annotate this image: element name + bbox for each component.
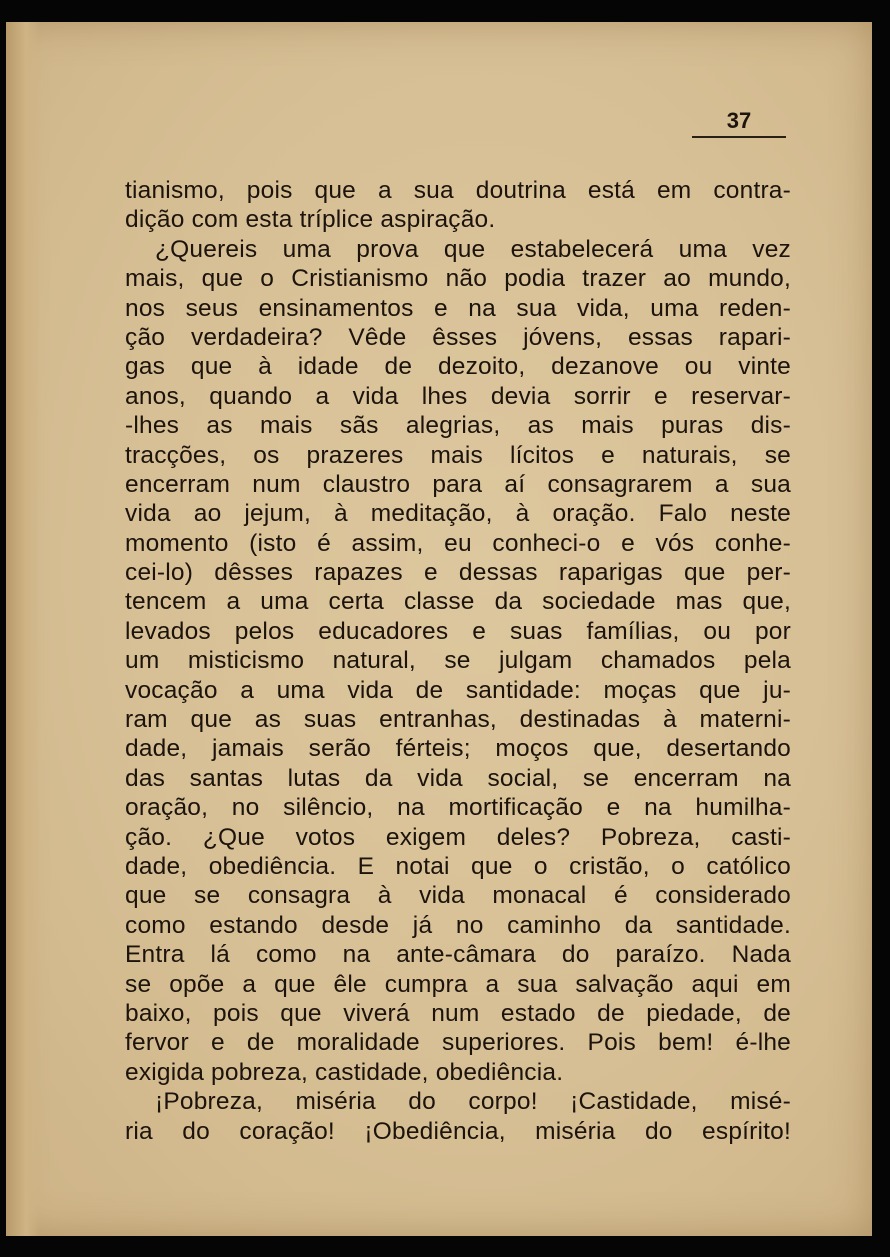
text-line: dade, obediência. E notai que o cristão, o católico	[125, 852, 791, 880]
text-line: anos, quando a vida lhes devia sorrir e reservar-	[125, 382, 791, 410]
text-line: que se consagra à vida monacal é considerado	[125, 882, 791, 910]
text-line: dade, jamais serão férteis; moços que, desertando	[125, 735, 791, 763]
page-number: 37	[692, 106, 786, 138]
book-page	[6, 22, 872, 1236]
text-line: momento (isto é assim, eu conheci-o e vós conhe-	[125, 529, 791, 557]
text-line: exigida pobreza, castidade, obediência.	[125, 1058, 564, 1086]
text-line: encerram num claustro para aí consagrarem a sua	[125, 470, 791, 498]
text-line: Entra lá como na ante-câmara do paraízo. Nada	[125, 941, 791, 969]
text-line: ¡Pobreza, miséria do corpo! ¡Castidade, misé-	[155, 1088, 791, 1116]
text-line: ria do coração! ¡Obediência, miséria do espírito!	[125, 1117, 791, 1145]
text-line: tracções, os prazeres mais lícitos e naturais, se	[125, 441, 791, 469]
text-line: um misticismo natural, se julgam chamados pela	[125, 647, 791, 675]
text-line: dição com esta tríplice aspiração.	[125, 206, 496, 234]
text-line: se opõe a que êle cumpra a sua salvação aqui em	[125, 970, 791, 998]
text-line: como estando desde já no caminho da santidade.	[125, 911, 791, 939]
text-line: vida ao jejum, à meditação, à oração. Falo neste	[125, 500, 791, 528]
text-line: ram que as suas entranhas, destinadas à materni-	[125, 706, 791, 734]
text-line: -lhes as mais sãs alegrias, as mais puras dis-	[125, 412, 791, 440]
text-line: baixo, pois que viverá num estado de piedade, de	[125, 999, 791, 1027]
text-line: oração, no silêncio, na mortificação e na humilha-	[125, 794, 791, 822]
text-line: levados pelos educadores e suas famílias, ou por	[125, 617, 791, 645]
text-line: ção verdadeira? Vêde êsses jóvens, essas rapari-	[125, 323, 791, 351]
text-line: fervor e de moralidade superiores. Pois bem! é-lhe	[125, 1029, 791, 1057]
text-line: ção. ¿Que votos exigem deles? Pobreza, casti-	[125, 823, 791, 851]
text-line: nos seus ensinamentos e na sua vida, uma reden-	[125, 294, 791, 322]
body-text	[125, 176, 791, 1146]
text-line: das santas lutas da vida social, se encerram na	[125, 764, 791, 792]
text-line: tianismo, pois que a sua doutrina está em contra-	[125, 177, 791, 204]
text-line: mais, que o Cristianismo não podia trazer ao mundo,	[125, 265, 791, 293]
text-line: tencem a uma certa classe da sociedade mas que,	[125, 588, 791, 616]
text-line: vocação a uma vida de santidade: moças que ju-	[125, 676, 791, 704]
text-line: cei-lo) dêsses rapazes e dessas raparigas que per-	[125, 559, 791, 587]
text-line: ¿Quereis uma prova que estabelecerá uma vez	[155, 235, 791, 263]
text-line: gas que à idade de dezoito, dezanove ou vinte	[125, 353, 791, 381]
